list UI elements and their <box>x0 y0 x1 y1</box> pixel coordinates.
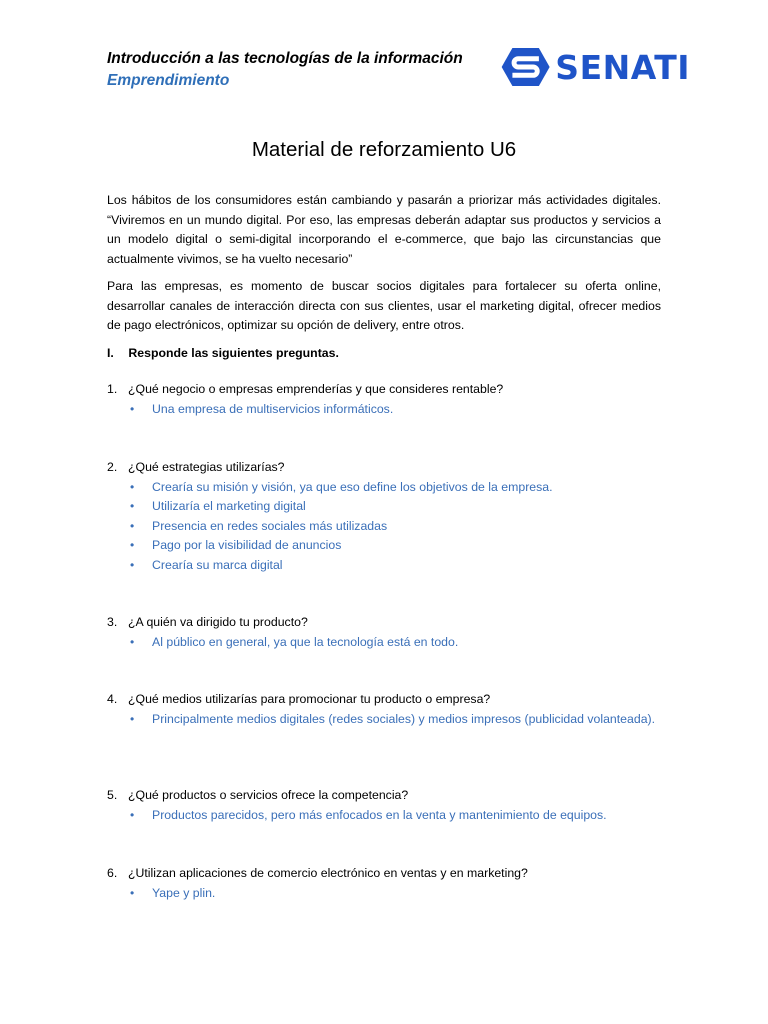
question-text <box>107 380 661 400</box>
question-label: ¿Qué medios utilizarías para promocionar tu producto o empresa? <box>128 692 491 706</box>
answer-item <box>107 478 661 498</box>
bullet-icon: • <box>130 538 135 552</box>
answer-text: Crearía su misión y visión, ya que eso define los objetivos de la empresa. <box>152 479 553 494</box>
answer-item <box>107 536 661 556</box>
question-text <box>107 864 661 884</box>
logo-wordmark: SENATI <box>555 47 690 87</box>
question-number: 5. <box>107 788 118 802</box>
page-header <box>107 48 463 92</box>
question-number: 4. <box>107 692 118 706</box>
course-subtitle: Emprendimiento <box>107 72 230 89</box>
bullet-icon: • <box>130 401 135 416</box>
bullet-icon: • <box>130 499 135 513</box>
answer-list <box>107 806 661 826</box>
question-text <box>107 458 661 478</box>
answer-item <box>107 517 661 537</box>
document-title: Material de reforzamiento U6 <box>251 138 517 161</box>
answer-text: Utilizaría el marketing digital <box>152 499 306 513</box>
answer-text: Yape y plin. <box>152 885 216 900</box>
bullet-icon: • <box>130 518 135 533</box>
question-label: ¿Qué negocio o empresas emprenderías y que consideres rentable? <box>128 382 504 396</box>
question-number: 6. <box>107 866 118 880</box>
answer-item <box>107 400 661 420</box>
bullet-icon: • <box>130 634 135 649</box>
question-text <box>107 690 661 710</box>
answer-text: Presencia en redes sociales más utilizadas <box>152 518 388 533</box>
answer-item <box>107 556 661 576</box>
answer-item <box>107 633 661 653</box>
question-4 <box>107 690 661 729</box>
bullet-icon: • <box>130 885 135 900</box>
answer-item <box>107 497 661 517</box>
answer-list <box>107 884 661 904</box>
question-label: ¿A quién va dirigido tu producto? <box>128 615 308 629</box>
answer-text: Crearía su marca digital <box>152 557 283 572</box>
question-text <box>107 786 661 806</box>
section-heading <box>107 344 339 364</box>
question-5 <box>107 786 661 825</box>
intro-paragraph-2: Para las empresas, es momento de buscar socios digitales para fortalecer su oferta online, desarrollar canales de interacción directa con sus clientes, usar el marketing digital, ofrecer medios de pago electrónicos, optimizar su opción de delivery, entre otros. <box>107 279 661 332</box>
answer-list <box>107 710 661 730</box>
question-3 <box>107 613 661 652</box>
question-text <box>107 613 661 633</box>
bullet-icon: • <box>130 807 135 822</box>
section-heading-text: Responde las siguientes preguntas. <box>128 346 339 360</box>
bullet-icon: • <box>130 557 135 572</box>
answer-item <box>107 710 661 730</box>
intro-paragraph-1: Los hábitos de los consumidores están cambiando y pasarán a priorizar más actividades digitales. “Viviremos en un mundo digital. Por eso, las empresas deberán adaptar sus productos y servicios a un modelo digital o semi-digital incorporando el e-commerce, que bajo las circunstancias que actualmente vivimos, se ha vuelto necesario” <box>107 193 661 266</box>
question-label: ¿Qué estrategias utilizarías? <box>128 460 285 474</box>
answer-item <box>107 806 661 826</box>
answer-text: Principalmente medios digitales (redes sociales) y medios impresos (publicidad volanteada). <box>152 711 656 726</box>
answer-list <box>107 400 661 420</box>
answer-text: Productos parecidos, pero más enfocados en la venta y mantenimiento de equipos. <box>152 807 607 822</box>
senati-logo <box>500 40 690 94</box>
question-number: 2. <box>107 460 118 474</box>
question-2 <box>107 458 661 575</box>
answer-list <box>107 478 661 576</box>
course-title: Introducción a las tecnologías de la información <box>107 50 463 67</box>
question-label: ¿Qué productos o servicios ofrece la competencia? <box>128 788 409 802</box>
question-number: 3. <box>107 615 118 629</box>
question-6 <box>107 864 661 903</box>
answer-text: Al público en general, ya que la tecnología está en todo. <box>152 634 459 649</box>
senati-emblem-icon <box>500 42 551 92</box>
question-number: 1. <box>107 382 118 396</box>
bullet-icon: • <box>130 479 135 494</box>
question-label: ¿Utilizan aplicaciones de comercio electrónico en ventas y en marketing? <box>128 866 528 880</box>
question-1 <box>107 380 661 419</box>
answer-text: Una empresa de multiservicios informáticos. <box>152 401 394 416</box>
answer-item <box>107 884 661 904</box>
answer-text: Pago por la visibilidad de anuncios <box>152 538 342 552</box>
bullet-icon: • <box>130 711 135 726</box>
answer-list <box>107 633 661 653</box>
section-number: I. <box>107 346 114 360</box>
